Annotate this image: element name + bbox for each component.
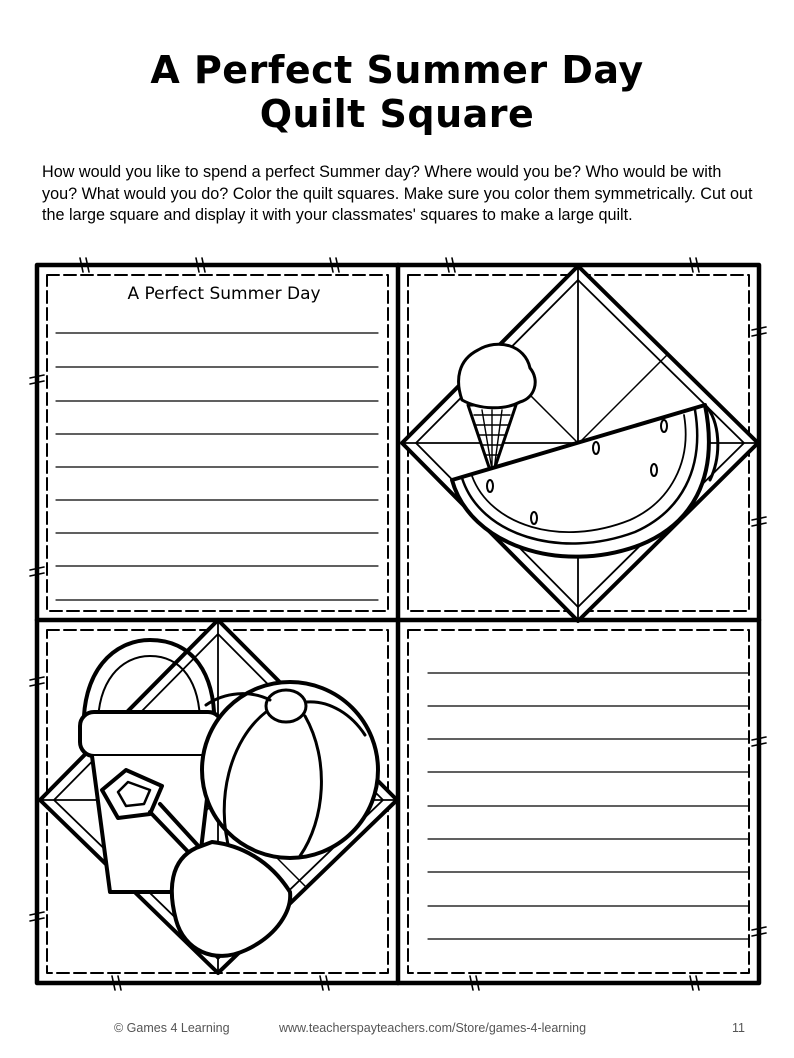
writing-box-heading: A Perfect Summer Day (127, 284, 321, 304)
beach-ball-icon (202, 682, 378, 858)
page-title: A Perfect Summer Day (150, 48, 644, 92)
instructions-text: How would you like to spend a perfect Summer day? Where would you be? Who would be with you? What would you do? Color the quilt squares. Make sure you color them symmetrically. Cut out the large square and display it with your classmates' squares to make a large quilt. (42, 163, 753, 224)
footer-copyright: © Games 4 Learning (114, 1021, 230, 1035)
writing-lines-top-left (56, 333, 378, 600)
page-number: 11 (732, 1021, 745, 1035)
footer-url[interactable]: www.teacherspayteachers.com/Store/games-4-learning (279, 1021, 587, 1035)
page-subtitle: Quilt Square (259, 92, 535, 136)
writing-lines-bottom-right (428, 673, 748, 939)
